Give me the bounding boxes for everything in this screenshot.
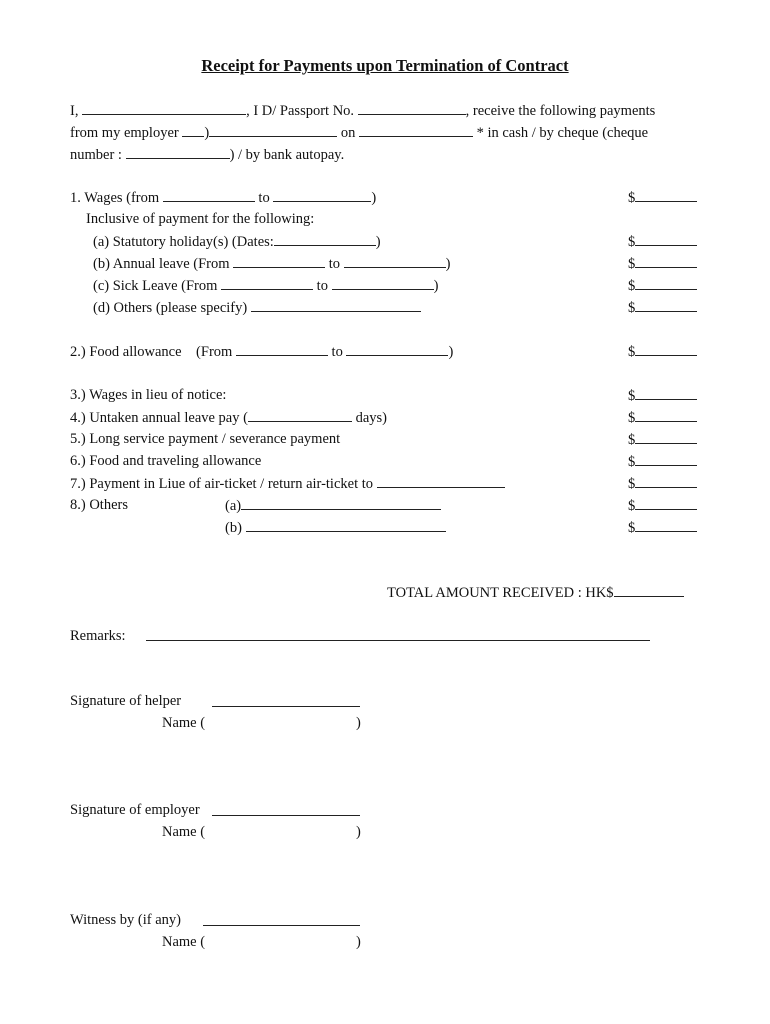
food-travel-amount [628, 452, 697, 471]
employer-blank-a[interactable] [182, 123, 204, 137]
close-paren: ) [448, 344, 454, 360]
dollar-sign: $ [628, 278, 636, 294]
date-blank[interactable] [359, 123, 473, 137]
others-a-blank[interactable] [241, 496, 441, 510]
dollar-sign: $ [628, 498, 636, 514]
from-employer-label: from my employer [70, 125, 179, 141]
food-allowance-label: 2.) Food allowance [70, 344, 182, 360]
food-to-blank[interactable] [346, 342, 448, 356]
food-allowance-row [70, 342, 453, 361]
autopay-text: ) / by bank autopay. [229, 147, 345, 163]
dollar-sign: $ [628, 190, 636, 206]
witness-signature-line[interactable] [203, 925, 360, 926]
id-label: , I D/ Passport No. [246, 103, 355, 119]
total-amount-blank[interactable] [614, 583, 684, 597]
others-a-amount [628, 496, 697, 515]
total-row [387, 583, 684, 602]
witness-name-close: ) [356, 934, 361, 950]
name-blank[interactable] [82, 101, 246, 115]
annual-leave-amount [628, 254, 697, 273]
total-label: TOTAL AMOUNT RECEIVED : HK$ [387, 585, 614, 601]
wages-amount-blank[interactable] [635, 188, 697, 202]
sick-to-blank[interactable] [332, 276, 434, 290]
annual-leave-row [93, 254, 451, 273]
long-service-label: 5.) Long service payment / severance payment [70, 431, 341, 447]
close-paren: ) [433, 278, 439, 294]
wages-amount [628, 188, 697, 207]
air-ticket-amount [628, 474, 697, 493]
others-a-amount-blank[interactable] [635, 496, 697, 510]
dollar-sign: $ [628, 410, 636, 426]
food-allowance-amount [628, 342, 697, 361]
others-specify-blank[interactable] [251, 298, 421, 312]
receive-text: , receive the following payments [465, 103, 656, 119]
sick-leave-amount [628, 276, 697, 295]
statutory-amount-blank[interactable] [635, 232, 697, 246]
dollar-sign: $ [628, 300, 636, 316]
untaken-leave-row [70, 408, 387, 427]
air-ticket-label: 7.) Payment in Liue of air-ticket / return air-ticket to [70, 476, 374, 492]
wages-to-blank[interactable] [273, 188, 371, 202]
close-paren: ) [445, 256, 451, 272]
air-ticket-row [70, 474, 505, 493]
employer-name-open: Name ( [162, 824, 206, 840]
air-ticket-amount-blank[interactable] [635, 474, 697, 488]
annual-leave-label: (b) Annual leave (From [93, 256, 230, 272]
wages-label: 1. Wages (from [70, 190, 160, 206]
dollar-sign: $ [628, 344, 636, 360]
to-label: to [316, 278, 328, 294]
dollar-sign: $ [628, 234, 636, 250]
others-specify-row [93, 298, 421, 317]
from-label: (From [196, 344, 233, 360]
intro-i: I, [70, 103, 79, 119]
wages-in-lieu-amount [628, 386, 697, 405]
cash-text: * in cash / by cheque (cheque [476, 125, 649, 141]
food-amount-blank[interactable] [635, 342, 697, 356]
sick-leave-row [93, 276, 438, 295]
others-a-label: (a) [225, 498, 242, 514]
dollar-sign: $ [628, 476, 636, 492]
annual-to-blank[interactable] [344, 254, 446, 268]
food-travel-amount-blank[interactable] [635, 452, 697, 466]
cheque-number-blank[interactable] [126, 145, 230, 159]
employer-name-close: ) [356, 824, 361, 840]
dollar-sign: $ [628, 256, 636, 272]
others-specify-amount-blank[interactable] [635, 298, 697, 312]
remarks-line[interactable] [146, 640, 650, 641]
statutory-label: (a) Statutory holiday(s) (Dates: [93, 234, 274, 250]
helper-name-close: ) [356, 715, 361, 731]
untaken-leave-amount [628, 408, 697, 427]
close-paren: ) [371, 190, 377, 206]
untaken-amount-blank[interactable] [635, 408, 697, 422]
employer-blank-b[interactable] [209, 123, 337, 137]
others-specify-amount [628, 298, 697, 317]
annual-from-blank[interactable] [233, 254, 325, 268]
others-b-row [225, 518, 446, 537]
remarks-label: Remarks: [70, 628, 126, 644]
others-a-row [225, 496, 441, 515]
intro-line-2 [70, 123, 648, 142]
intro-line-3 [70, 145, 344, 164]
others-b-amount [628, 518, 697, 537]
long-service-amount-blank[interactable] [635, 430, 697, 444]
sick-from-blank[interactable] [221, 276, 313, 290]
lieu-amount-blank[interactable] [635, 386, 697, 400]
dollar-sign: $ [628, 520, 636, 536]
paren-close: ) [204, 125, 210, 141]
witness-name-open: Name ( [162, 934, 206, 950]
number-label: number : [70, 147, 122, 163]
wages-in-lieu-label: 3.) Wages in lieu of notice: [70, 387, 227, 403]
others-specify-label: (d) Others (please specify) [93, 300, 248, 316]
close-paren: ) [375, 234, 381, 250]
sick-leave-label: (c) Sick Leave (From [93, 278, 218, 294]
dollar-sign: $ [628, 388, 636, 404]
wages-row [70, 188, 376, 207]
untaken-leave-label: 4.) Untaken annual leave pay ( [70, 410, 248, 426]
to-label: to [328, 256, 341, 272]
annual-amount-blank[interactable] [635, 254, 697, 268]
dollar-sign: $ [628, 454, 636, 470]
to-label: to [331, 344, 343, 360]
passport-blank[interactable] [358, 101, 466, 115]
statutory-dates-blank[interactable] [274, 232, 376, 246]
others-b-label: (b) [225, 520, 242, 536]
statutory-row [93, 232, 381, 251]
on-label: on [340, 125, 356, 141]
page-title: Receipt for Payments upon Termination of Contract [201, 56, 569, 75]
employer-signature-label: Signature of employer [70, 802, 200, 818]
sick-amount-blank[interactable] [635, 276, 697, 290]
days-label: days) [355, 410, 387, 426]
intro-line-1 [70, 101, 655, 120]
helper-signature-label: Signature of helper [70, 693, 182, 709]
long-service-amount [628, 430, 697, 449]
employer-signature-line[interactable] [212, 815, 360, 816]
helper-name-open: Name ( [162, 715, 206, 731]
statutory-amount [628, 232, 697, 251]
air-ticket-destination-blank[interactable] [377, 474, 505, 488]
inclusive-label: Inclusive of payment for the following: [86, 211, 315, 227]
untaken-days-blank[interactable] [248, 408, 352, 422]
others-b-amount-blank[interactable] [635, 518, 697, 532]
food-from-blank[interactable] [236, 342, 328, 356]
others-b-blank[interactable] [246, 518, 446, 532]
food-travel-label: 6.) Food and traveling allowance [70, 453, 262, 469]
dollar-sign: $ [628, 432, 636, 448]
others-label: 8.) Others [70, 497, 128, 513]
witness-label: Witness by (if any) [70, 912, 181, 928]
to-label: to [258, 190, 270, 206]
helper-signature-line[interactable] [212, 706, 360, 707]
wages-from-blank[interactable] [163, 188, 255, 202]
